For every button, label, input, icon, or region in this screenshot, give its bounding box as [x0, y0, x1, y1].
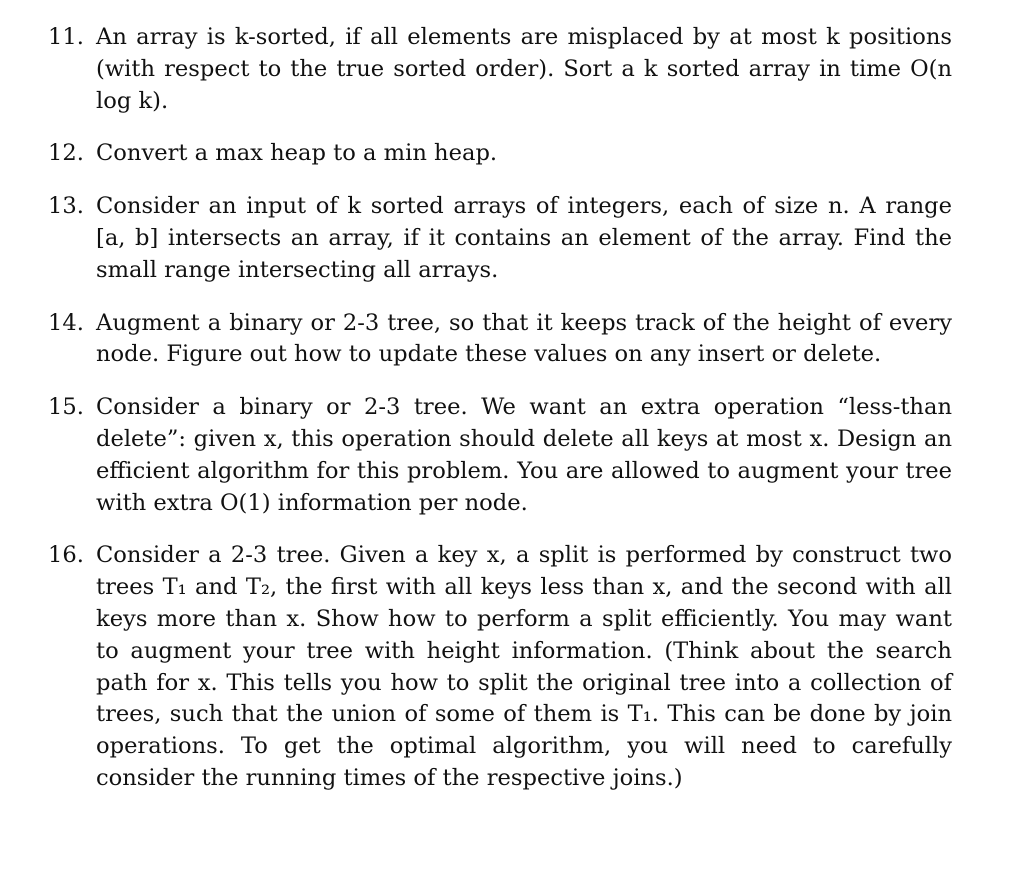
problem-number: 11. — [48, 24, 84, 50]
problem-number: 14. — [48, 309, 84, 336]
problem-number: 15. — [48, 394, 84, 421]
problem-text: An array is k-sorted, if all elements are misplaced by at most k positions (with respect to the true sorted order). Sort a k sorted array in time O(n log k). — [96, 24, 952, 114]
problem-item — [42, 22, 952, 117]
problem-text: Augment a binary or 2-3 tree, so that it keeps track of the height of every node. Figure out how to update these values on any insert or delete. — [96, 309, 952, 368]
problem-text: Consider a binary or 2-3 tree. We want an extra operation “less-than delete”: given x, this operation should delete all keys at most x. Design an efficient algorithm for this problem. You are allowed to augment your tree with extra O(1) information per node. — [96, 394, 952, 516]
problem-item — [42, 540, 952, 794]
problem-number: 16. — [48, 542, 84, 569]
problem-number: 13. — [48, 193, 84, 220]
problem-list — [42, 22, 952, 816]
problem-item — [42, 392, 952, 519]
problem-item — [42, 308, 952, 372]
problem-text: Consider a 2-3 tree. Given a key x, a split is performed by construct two trees T₁ and T₂, the first with all keys less than x, and the second with all keys more than x. Show how to perform a split efficiently. You may want to augment your tree with height information. (Think about the search path for x. This tells you how to split the original tree into a collection of trees, such that the union of some of them is T₁. This can be done by join operations. To get the optimal algorithm, you will need to carefully consider the running times of the respective joins.) — [96, 542, 952, 791]
problem-item — [42, 138, 952, 170]
problem-item — [42, 191, 952, 286]
problem-text: Convert a max heap to a min heap. — [96, 140, 498, 167]
problem-number: 12. — [48, 140, 84, 167]
problem-text: Consider an input of k sorted arrays of integers, each of size n. A range [a, b] intersects an array, if it contains an element of the array. Find the small range intersecting all arrays. — [96, 193, 952, 283]
